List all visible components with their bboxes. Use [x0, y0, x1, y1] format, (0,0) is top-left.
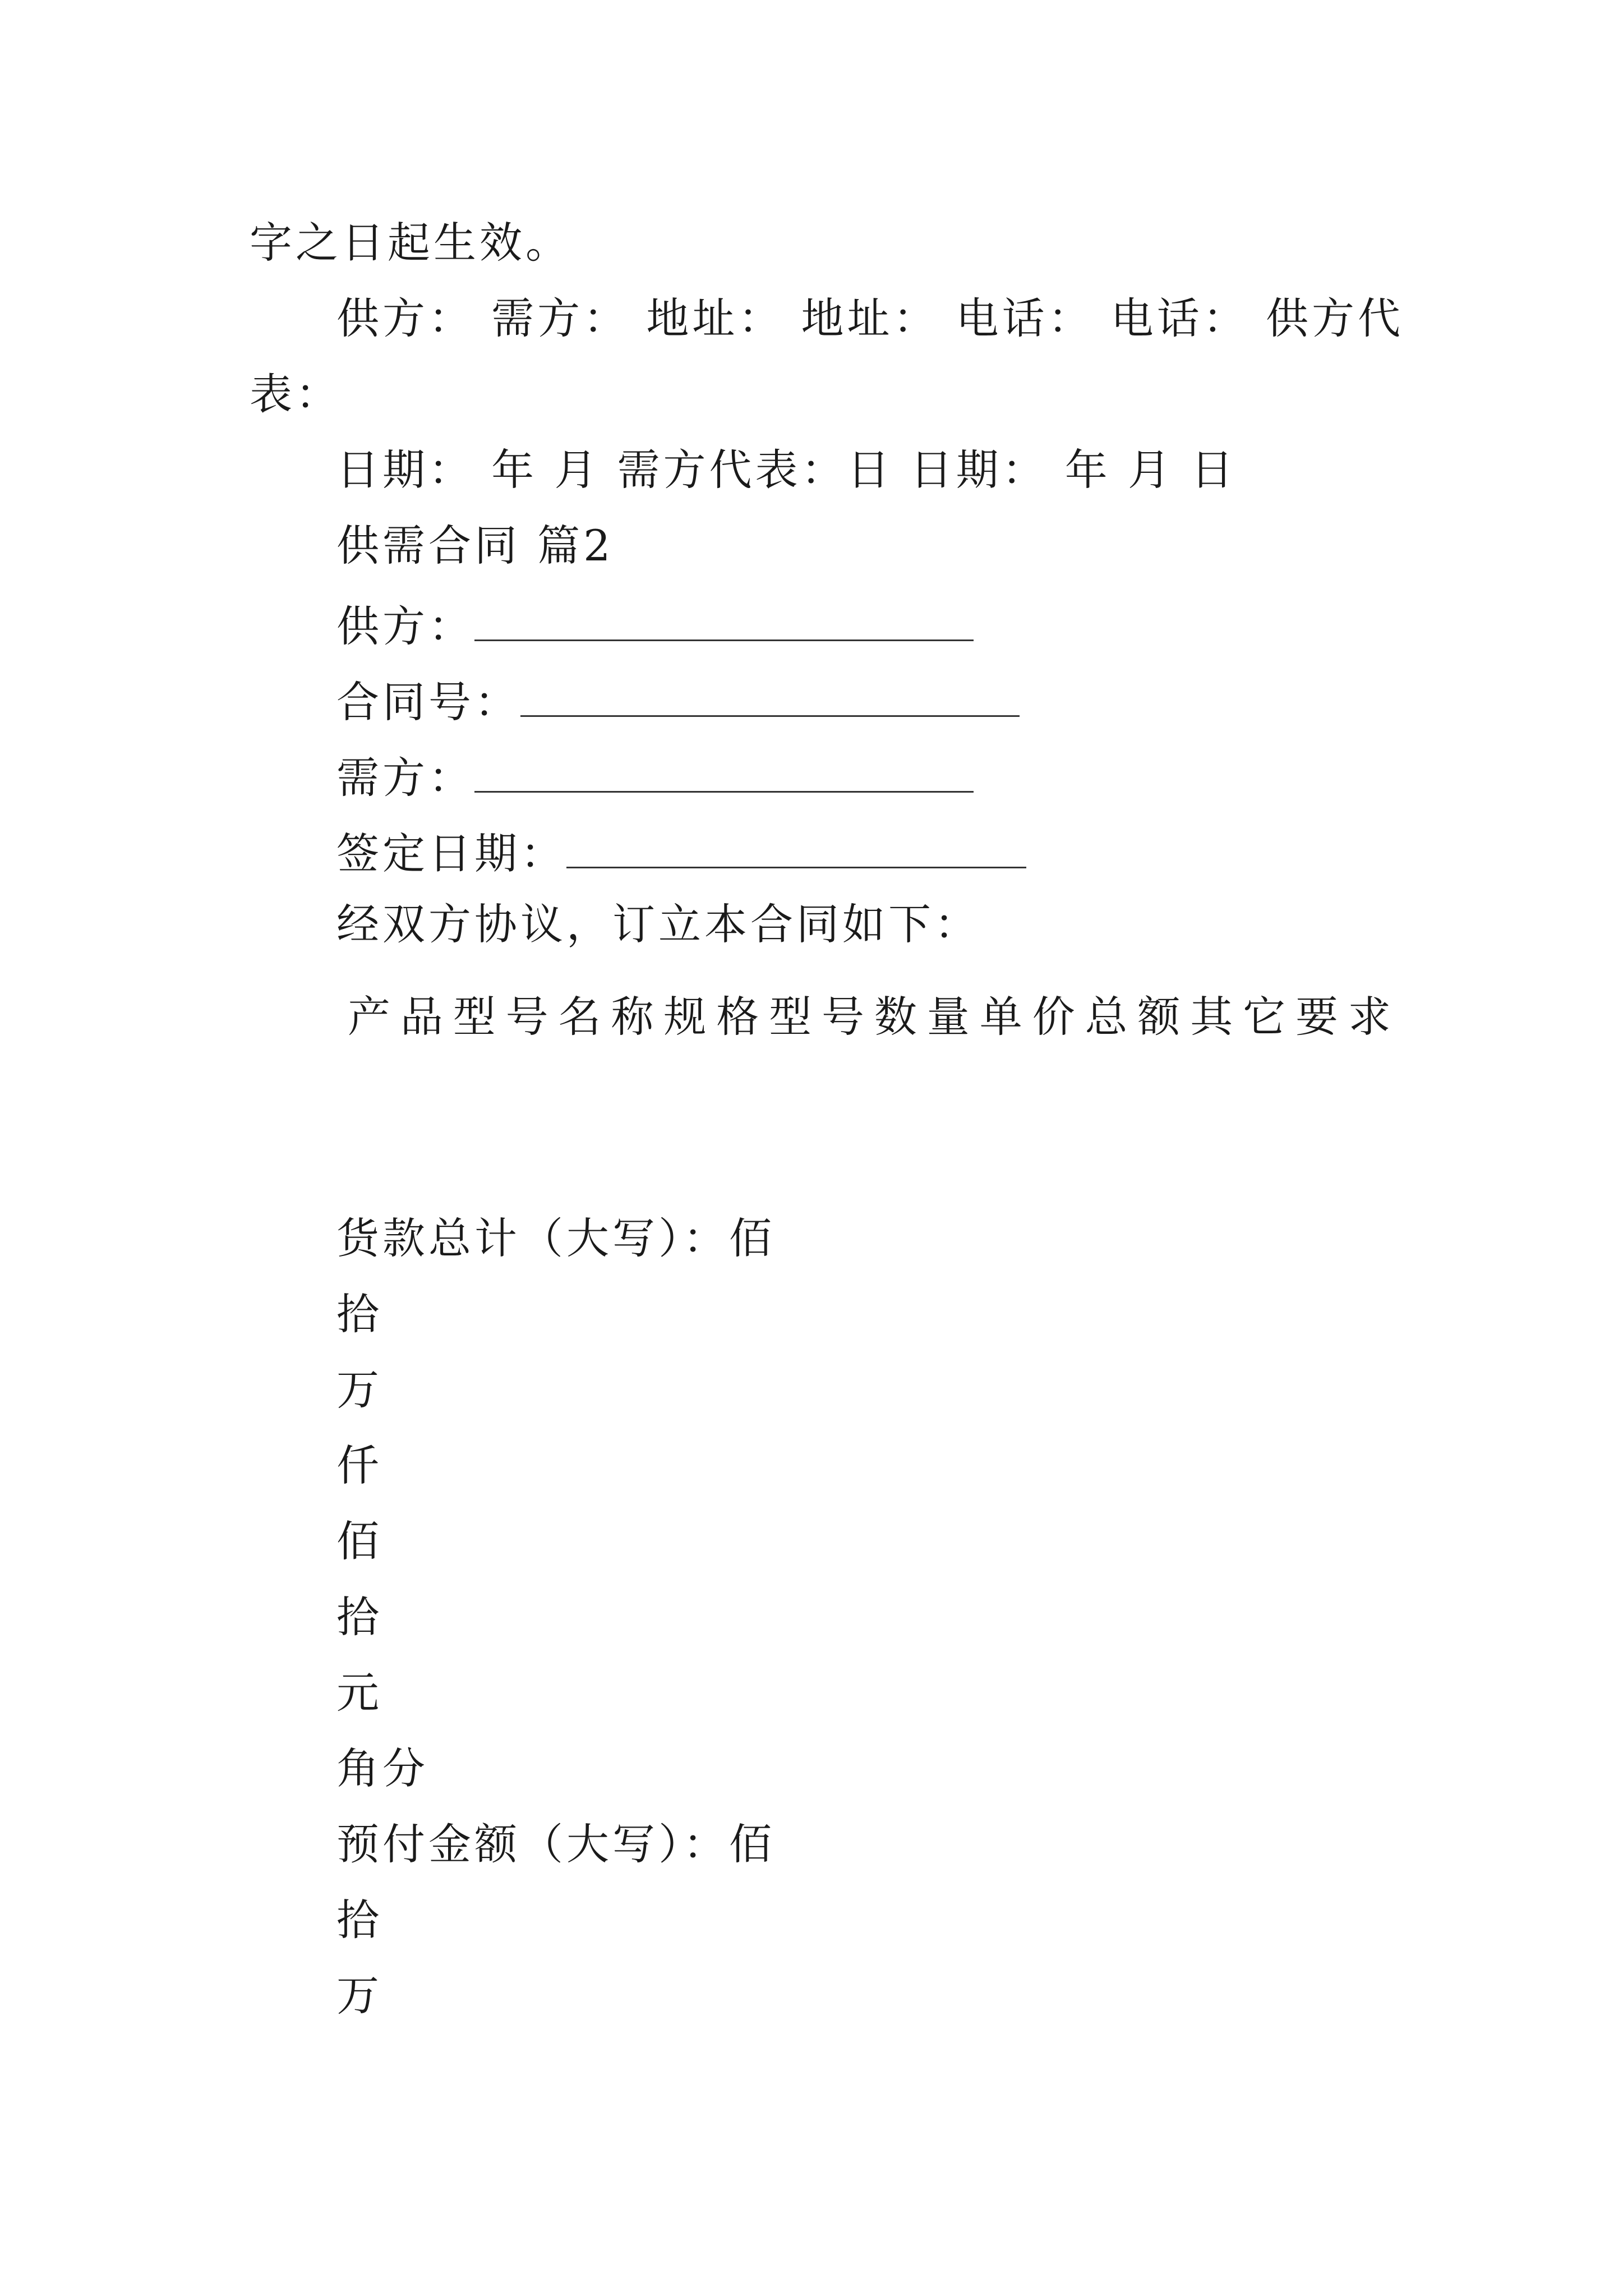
- table-header-cell: 量: [926, 992, 970, 1042]
- table-header-cell: 格: [716, 992, 759, 1042]
- supplier-blank: [474, 600, 974, 641]
- prepay-amount-label: 预付金额（大写）：佰: [336, 1819, 775, 1869]
- table-header-cell: 它: [1243, 992, 1286, 1042]
- table-header-cell: 价: [1032, 992, 1075, 1042]
- amount-unit: 万: [336, 1365, 379, 1415]
- table-header-cell: 品: [400, 992, 443, 1042]
- table-header-cell: 总: [1085, 992, 1128, 1042]
- table-header-cell: 单: [979, 992, 1022, 1042]
- table-header-cell: 称: [611, 992, 654, 1042]
- contract-number-field: [336, 676, 1020, 727]
- agreement-line: 经双方协议，订立本合同如下：: [336, 899, 980, 949]
- sign-date-blank: [566, 827, 1026, 868]
- amount-unit: 拾: [336, 1895, 379, 1945]
- buyer-blank: [474, 752, 974, 793]
- total-amount-label: 货款总计（大写）：佰: [336, 1213, 775, 1263]
- table-header-cell: 产: [348, 992, 390, 1042]
- section-title: 供需合同 篇2: [336, 521, 614, 570]
- supplier-label: 供方：: [336, 601, 474, 651]
- amount-unit: 万: [336, 1971, 379, 2021]
- contract-number-label: 合同号：: [336, 677, 520, 727]
- contract-number-blank: [520, 676, 1020, 717]
- buyer-label: 需方：: [336, 753, 474, 803]
- table-header-cell: 型: [453, 992, 496, 1042]
- buyer-field: [336, 752, 974, 803]
- amount-unit: 佰: [336, 1516, 379, 1566]
- text-line: 日期： 年 月 需方代表：日 日期： 年 月 日: [336, 445, 1237, 495]
- sign-date-label: 签定日期：: [336, 829, 566, 878]
- supplier-field: [336, 600, 974, 651]
- amount-unit: 仟: [336, 1441, 379, 1490]
- text-line: 字之日起生效。: [250, 218, 571, 268]
- table-header-cell: 号: [822, 992, 865, 1042]
- table-header-cell: 求: [1348, 992, 1391, 1042]
- text-line: 表：: [250, 369, 342, 419]
- table-header-cell: 型: [769, 992, 812, 1042]
- table-header-cell: 名: [558, 992, 601, 1042]
- table-header-cell: 要: [1295, 992, 1339, 1042]
- amount-unit: 角分: [336, 1743, 428, 1793]
- amount-unit: 元: [336, 1668, 379, 1718]
- table-header-row: [348, 992, 1391, 1042]
- table-header-cell: 其: [1190, 992, 1233, 1042]
- table-header-cell: 号: [505, 992, 548, 1042]
- table-header-cell: 规: [663, 992, 707, 1042]
- table-header-cell: 额: [1137, 992, 1181, 1042]
- text-line: 供方： 需方： 地址： 地址： 电话： 电话： 供方代: [336, 293, 1404, 343]
- table-header-cell: 数: [874, 992, 917, 1042]
- sign-date-field: [336, 827, 1026, 878]
- amount-unit: 拾: [336, 1592, 379, 1642]
- amount-unit: 拾: [336, 1289, 379, 1339]
